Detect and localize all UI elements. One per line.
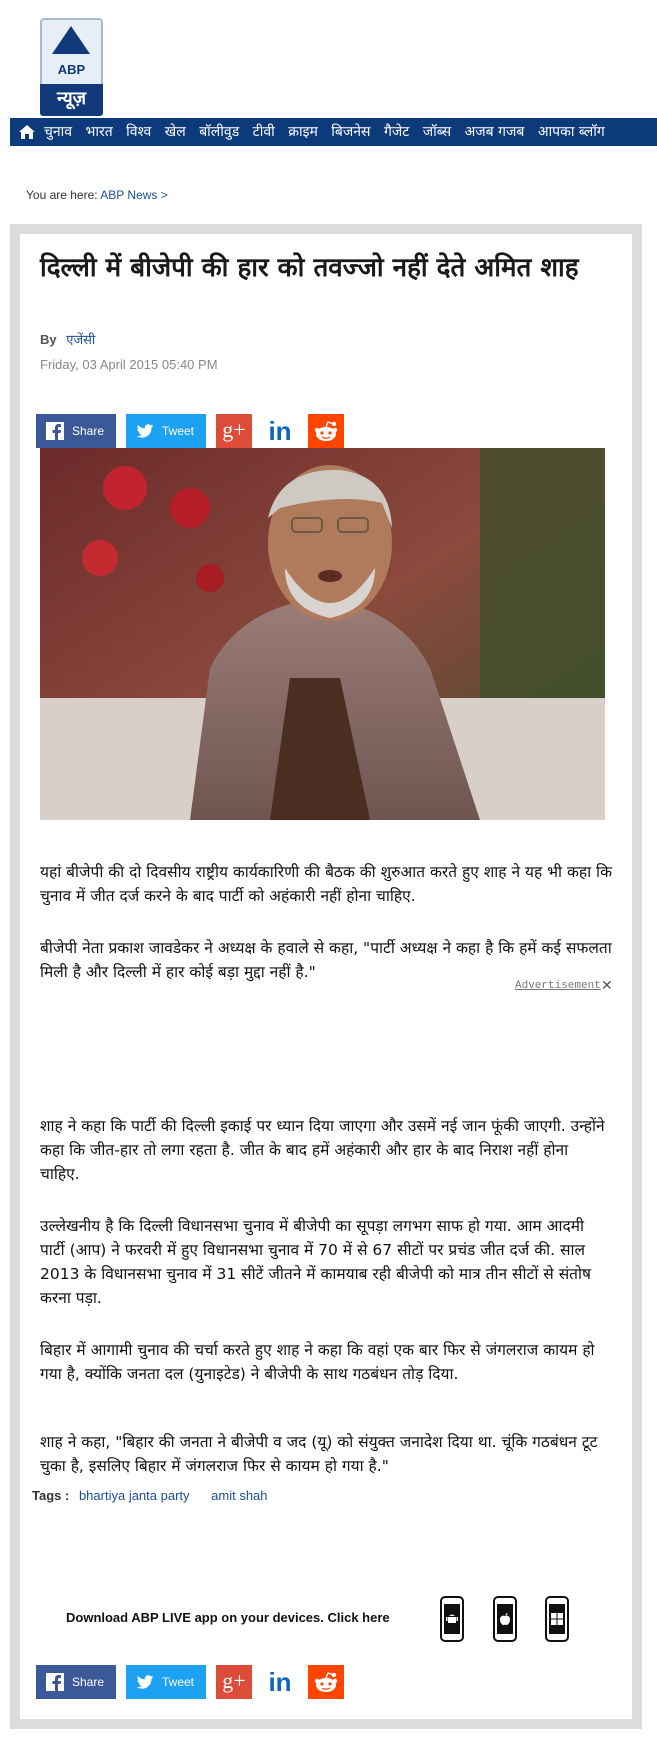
twitter-tweet-button[interactable] bbox=[126, 414, 206, 448]
tags-label: Tags : bbox=[32, 1488, 70, 1503]
logo-sub: न्यूज़ bbox=[40, 84, 103, 116]
linkedin-share-button[interactable]: in bbox=[262, 414, 298, 448]
abp-news-logo[interactable] bbox=[40, 18, 103, 116]
twitter-tweet-label: Tweet bbox=[162, 1675, 195, 1689]
article-photo bbox=[40, 448, 605, 820]
twitter-icon bbox=[136, 422, 154, 440]
article-byline bbox=[40, 330, 95, 348]
facebook-share-label: Share bbox=[72, 1675, 105, 1689]
share-bar-bottom bbox=[36, 1665, 356, 1699]
facebook-icon bbox=[46, 1673, 64, 1691]
nav-item-business[interactable]: बिजनेस bbox=[331, 124, 371, 140]
photo-amit-shah bbox=[40, 448, 605, 820]
apple-icon bbox=[498, 1612, 512, 1626]
windows-app-button[interactable] bbox=[545, 1596, 569, 1642]
reddit-share-button[interactable] bbox=[308, 414, 344, 448]
apple-app-button[interactable] bbox=[493, 1596, 517, 1642]
main-navigation bbox=[10, 118, 657, 146]
tag-bhartiya-janta-party[interactable]: bhartiya janta party bbox=[78, 1488, 190, 1503]
nav-item-ajab-gajab[interactable]: अजब गजब bbox=[464, 124, 525, 140]
nav-item-jobs[interactable]: जॉब्स bbox=[422, 124, 452, 140]
share-bar-top bbox=[36, 414, 356, 448]
article-paragraph-4: उल्लेखनीय है कि दिल्ली विधानसभा चुनाव में बीजेपी का सूपड़ा लगभग साफ हो गया. आम आदमी पार्टी (आप) ने फरवरी में हुए विधानसभा चुनाव में 70 में से 67 सीटों पर प्रचंड जीत दर्ज की. साल 2013 के विधानसभा चुनाव में 31 सीटें जीतने में कामयाब रही बीजेपी को मात्र तीन सीटों से संतोष करना पड़ा. bbox=[40, 1217, 591, 1307]
nav-item-bollywood[interactable]: बॉलीवुड bbox=[199, 124, 240, 140]
article-paragraph-6: शाह ने कहा, "बिहार की जनता ने बीजेपी व जद (यू) को संयुक्त जनादेश दिया था. चूंकि गठबंधन टूट चुका है, इसलिए बिहार में जंगलराज फिर से कायम हो गया है." bbox=[40, 1433, 598, 1475]
advertisement-label[interactable]: Advertisement bbox=[515, 980, 601, 992]
article-tags bbox=[32, 1488, 280, 1503]
breadcrumb-link-abp-news[interactable]: ABP News > bbox=[100, 188, 168, 202]
reddit-icon bbox=[308, 1665, 344, 1699]
article-paragraph-3: शाह ने कहा कि पार्टी की दिल्ली इकाई पर ध्यान दिया जाएगा और उसमें नई जान फूंकी जाएगी. उन्होंने कहा कि जीत-हार तो लगा रहता है. जीत के बाद हमें अहंकारी और हार के बाद निराश नहीं होना चाहिए. bbox=[40, 1117, 605, 1183]
googleplus-share-button-bottom[interactable]: g+ bbox=[216, 1665, 252, 1699]
nav-item-bharat[interactable]: भारत bbox=[85, 124, 113, 140]
reddit-share-button-bottom[interactable] bbox=[308, 1665, 344, 1699]
logo-brand: ABP bbox=[57, 62, 86, 77]
article-paragraph-1: यहां बीजेपी की दो दिवसीय राष्ट्रीय कार्यकारिणी की बैठक की शुरुआत करते हुए शाह ने यह भी कहा कि चुनाव में जीत दर्ज करने के बाद पार्टी को अहंकारी नहीं होना चाहिए. bbox=[40, 863, 612, 905]
app-download-text[interactable]: Download ABP LIVE app on your devices. Click here bbox=[66, 1610, 390, 1625]
reddit-icon bbox=[308, 414, 344, 448]
facebook-share-button[interactable] bbox=[36, 414, 116, 448]
nav-item-aapka-blog[interactable]: आपका ब्लॉग bbox=[537, 124, 605, 140]
author-link[interactable]: एजेंसी bbox=[66, 333, 96, 348]
nav-item-tv[interactable]: टीवी bbox=[252, 124, 275, 140]
tag-amit-shah[interactable]: amit shah bbox=[211, 1488, 268, 1503]
linkedin-share-button-bottom[interactable]: in bbox=[262, 1665, 298, 1699]
article-date: Friday, 03 April 2015 05:40 PM bbox=[40, 357, 218, 372]
article-paragraph-5: बिहार में आगामी चुनाव की चर्चा करते हुए शाह ने कहा कि वहां एक बार फिर से जंगलराज कायम हो गया है, क्योंकि जनता दल (युनाइटेड) ने बीजेपी के साथ गठबंधन तोड़ दिया. bbox=[40, 1341, 595, 1383]
nav-item-vishwa[interactable]: विश्व bbox=[126, 124, 152, 140]
nav-item-gadget[interactable]: गैजेट bbox=[383, 124, 410, 140]
close-ad-icon[interactable]: ✕ bbox=[601, 977, 613, 993]
home-icon[interactable] bbox=[18, 124, 36, 140]
twitter-icon bbox=[136, 1673, 154, 1691]
article-paragraph-2: बीजेपी नेता प्रकाश जावडेकर ने अध्यक्ष के हवाले से कहा, "पार्टी अध्यक्ष ने कहा है कि हमें कई सफलता मिली है और दिल्ली में हार कोई बड़ा मुद्दा नहीं है." bbox=[40, 939, 612, 981]
nav-list bbox=[44, 118, 614, 146]
windows-icon bbox=[550, 1612, 564, 1626]
facebook-icon bbox=[46, 422, 64, 440]
nav-item-chunav[interactable]: चुनाव bbox=[44, 124, 73, 140]
nav-item-crime[interactable]: क्राइम bbox=[288, 124, 318, 140]
twitter-tweet-label: Tweet bbox=[162, 424, 195, 438]
nav-item-khel[interactable]: खेल bbox=[164, 124, 186, 140]
android-app-button[interactable] bbox=[440, 1596, 464, 1642]
googleplus-share-button[interactable]: g+ bbox=[216, 414, 252, 448]
facebook-share-label: Share bbox=[72, 424, 105, 438]
breadcrumb-prefix: You are here: bbox=[26, 188, 98, 202]
android-icon bbox=[445, 1612, 459, 1626]
byline-label: By bbox=[40, 332, 57, 347]
article-title: दिल्ली में बीजेपी की हार को तवज्जो नहीं देते अमित शाह bbox=[40, 253, 579, 283]
breadcrumb bbox=[26, 188, 168, 202]
logo-triangle-icon bbox=[52, 26, 90, 54]
facebook-share-button-bottom[interactable] bbox=[36, 1665, 116, 1699]
twitter-tweet-button-bottom[interactable] bbox=[126, 1665, 206, 1699]
